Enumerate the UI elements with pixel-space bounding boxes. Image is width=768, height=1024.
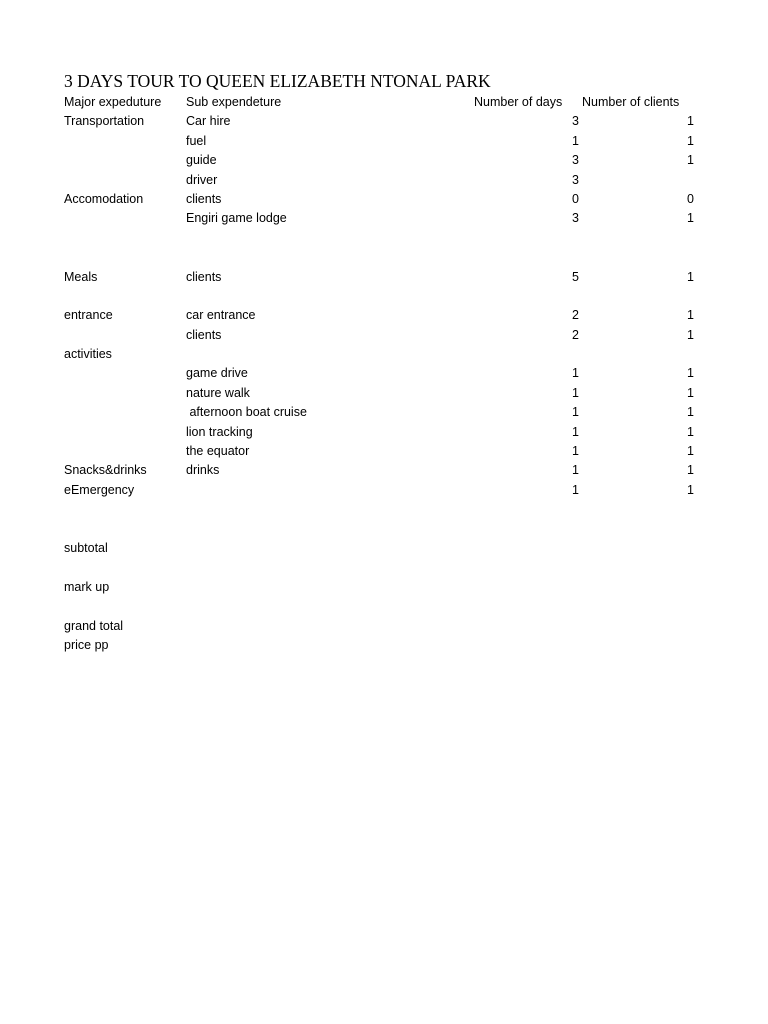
major-expenditure-cell: price pp (64, 637, 109, 652)
table-row (0, 578, 768, 597)
table-row (0, 500, 768, 519)
number-of-days-cell: 3 (572, 172, 579, 187)
sub-expenditure-cell: guide (186, 153, 217, 168)
number-of-clients-cell: 1 (687, 424, 694, 439)
sub-expenditure-cell: lion tracking (186, 424, 253, 439)
table-row (0, 209, 768, 228)
major-expenditure-cell: Meals (64, 269, 98, 284)
table-row (0, 248, 768, 267)
table-row (0, 306, 768, 325)
table-row (0, 112, 768, 131)
number-of-days-cell: 0 (572, 191, 579, 206)
sub-expenditure-cell: driver (186, 172, 218, 187)
number-of-days-cell: 2 (572, 327, 579, 342)
number-of-days-cell: 1 (572, 444, 579, 459)
sub-expenditure-cell: car entrance (186, 308, 256, 323)
sub-expenditure-cell: Car hire (186, 114, 231, 129)
table-row (0, 364, 768, 383)
table-row (0, 345, 768, 364)
major-expenditure-cell: mark up (64, 579, 110, 594)
number-of-days-cell: 5 (572, 269, 579, 284)
number-of-clients-cell: 1 (687, 385, 694, 400)
number-of-days-cell: 1 (572, 366, 579, 381)
header-sub-expenditure: Sub expendeture (186, 95, 282, 109)
table-row (0, 229, 768, 248)
table-body (0, 112, 768, 655)
sub-expenditure-cell: clients (186, 269, 222, 284)
table-row (0, 442, 768, 461)
number-of-days-cell: 1 (572, 405, 579, 420)
table-row (0, 617, 768, 636)
sub-expenditure-cell: the equator (186, 444, 250, 459)
number-of-days-cell: 2 (572, 308, 579, 323)
number-of-clients-cell: 1 (687, 463, 694, 478)
sub-expenditure-cell: afternoon boat cruise (186, 405, 307, 420)
number-of-days-cell: 3 (572, 211, 579, 226)
table-row (0, 190, 768, 209)
number-of-days-cell: 3 (572, 153, 579, 168)
sub-expenditure-cell: clients (186, 191, 222, 206)
number-of-clients-cell: 1 (687, 327, 694, 342)
sub-expenditure-cell: nature walk (186, 385, 250, 400)
major-expenditure-cell: Snacks&drinks (64, 463, 147, 478)
major-expenditure-cell: Accomodation (64, 191, 144, 206)
number-of-days-cell: 3 (572, 114, 579, 129)
expenditure-table (0, 93, 768, 655)
table-row (0, 151, 768, 170)
number-of-clients-cell: 1 (687, 405, 694, 420)
number-of-days-cell: 1 (572, 482, 579, 497)
table-row (0, 132, 768, 151)
table-row (0, 287, 768, 306)
number-of-clients-cell: 1 (687, 153, 694, 168)
table-row (0, 636, 768, 655)
number-of-clients-cell: 1 (687, 114, 694, 129)
number-of-days-cell: 1 (572, 133, 579, 148)
number-of-clients-cell: 1 (687, 211, 694, 226)
sub-expenditure-cell: clients (186, 327, 222, 342)
number-of-days-cell: 1 (572, 385, 579, 400)
table-row (0, 268, 768, 287)
table-row (0, 520, 768, 539)
major-expenditure-cell: grand total (64, 618, 124, 633)
table-row (0, 423, 768, 442)
sub-expenditure-cell: drinks (186, 463, 220, 478)
table-row (0, 481, 768, 500)
table-row (0, 558, 768, 577)
major-expenditure-cell: subtotal (64, 540, 108, 555)
table-row (0, 171, 768, 190)
document-title: 3 DAYS TOUR TO QUEEN ELIZABETH NTONAL PARK (64, 71, 491, 91)
table-row (0, 539, 768, 558)
table-header-row (0, 93, 768, 112)
number-of-clients-cell: 1 (687, 366, 694, 381)
table-row (0, 597, 768, 616)
major-expenditure-cell: entrance (64, 308, 113, 323)
number-of-clients-cell: 1 (687, 482, 694, 497)
major-expenditure-cell: eEmergency (64, 482, 135, 497)
header-number-of-clients: Number of clients (582, 95, 680, 109)
sub-expenditure-cell: Engiri game lodge (186, 211, 287, 226)
number-of-clients-cell: 1 (687, 444, 694, 459)
sub-expenditure-cell: game drive (186, 366, 248, 381)
number-of-days-cell: 1 (572, 463, 579, 478)
table-row (0, 326, 768, 345)
number-of-clients-cell: 1 (687, 308, 694, 323)
number-of-clients-cell: 1 (687, 269, 694, 284)
sub-expenditure-cell: fuel (186, 133, 207, 148)
table-row (0, 384, 768, 403)
number-of-clients-cell: 0 (687, 191, 694, 206)
number-of-clients-cell: 1 (687, 133, 694, 148)
major-expenditure-cell: Transportation (64, 114, 145, 129)
table-row (0, 461, 768, 480)
number-of-days-cell: 1 (572, 424, 579, 439)
header-major-expenditure: Major expeduture (64, 95, 162, 109)
major-expenditure-cell: activities (64, 347, 112, 362)
table-row (0, 403, 768, 422)
header-number-of-days: Number of days (474, 95, 563, 109)
